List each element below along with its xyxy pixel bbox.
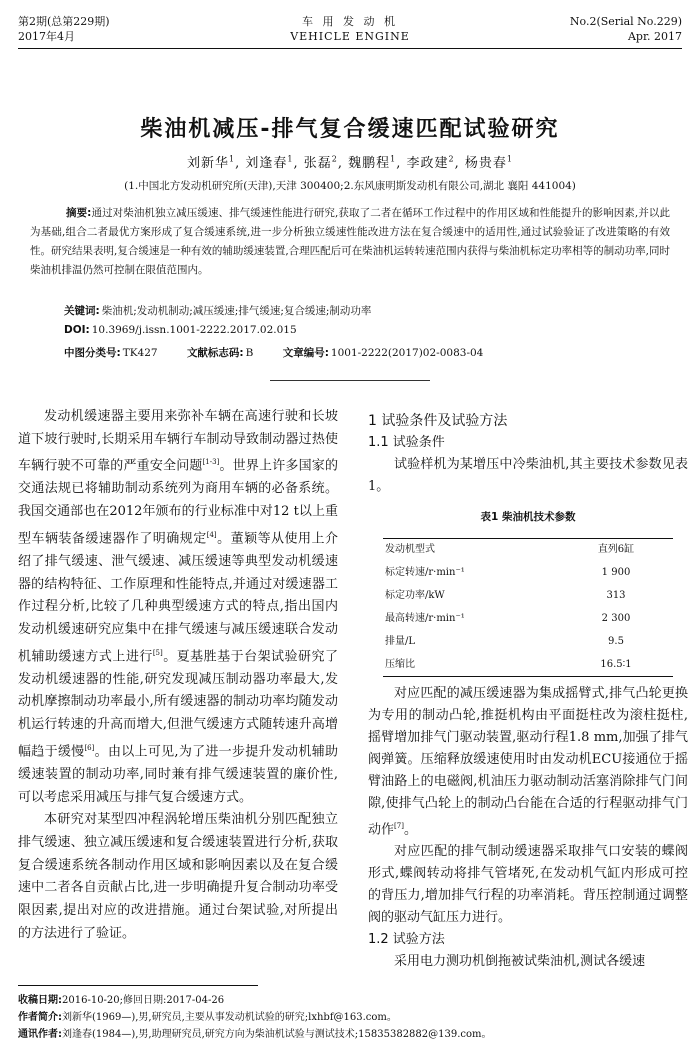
doi-line — [64, 324, 297, 336]
author: 魏鹏程$^1$ — [348, 154, 397, 171]
abstract-divider — [270, 380, 430, 381]
section-paragraph: 对应匹配的减压缓速器为集成摇臂式,排气凸轮更换为专用的制动凸轮,推挺机构由平面挺柱改为滚柱挺柱,摇臂增加排气门驱动装置,驱动行程1.8 mm,加强了排气阀弹簧。压缩释放缓速使用时由发动机ECU接通位于摇臂油路上的电磁阀,机油压力驱动制动活塞消除排气门间隙,使排气凸轮上的制动凸台能在合适的行程驱动排气门动作[7]。 — [368, 686, 688, 838]
author: 杨贵春$^1$ — [464, 154, 513, 171]
article-no-label: 文章编号: — [282, 347, 329, 359]
table-cell-param: 排量/L — [385, 636, 416, 647]
footnote-author: 作者简介:刘新华(1969—),男,研究员,主要从事发动机试验的研究;lxhbf@163.com。 — [18, 1012, 397, 1023]
table-cell-value: 直列6缸 — [559, 539, 673, 562]
citation: [7] — [394, 822, 404, 830]
table-row — [383, 631, 673, 654]
header-rule — [18, 48, 682, 49]
author: 李政建$^2$ — [406, 154, 455, 171]
section-heading-1: 1 试验条件及试验方法 — [368, 413, 508, 429]
keywords-label: 关键词: — [64, 305, 100, 317]
author-list: 刘新华$^1$, 刘逢春$^1$, 张磊$^2$, 魏鹏程$^1$, 李政建$^2$, 杨贵春$^1$ — [187, 154, 513, 171]
doc-code-label: 文献标志码: — [186, 347, 244, 359]
table-cell-param: 最高转速/r·min⁻¹ — [385, 613, 465, 624]
section-heading-1-2: 1.2 试验方法 — [368, 932, 445, 948]
footnote-contact: 通讯作者:刘逢春(1984—),男,助理研究员,研究方向为柴油机试验与测试技术;15835382882@139.com。 — [18, 1029, 492, 1040]
table-cell-param: 发动机型式 — [383, 539, 559, 562]
section-paragraph: 采用电力测功机倒拖被试柴油机,测试各缓速 — [394, 954, 646, 970]
author: 张磊$^2$ — [303, 154, 338, 171]
paper-title: 柴油机减压-排气复合缓速匹配试验研究 — [140, 117, 560, 142]
doi-label: DOI: — [64, 324, 90, 336]
abstract-label: 摘要: — [66, 207, 92, 219]
issue-number-en: No.2(Serial No.229) — [569, 15, 682, 28]
citation: [4] — [206, 530, 217, 539]
table-caption: 表1 柴油机技术参数 — [480, 511, 576, 523]
table-cell-value: 16.5∶1 — [559, 654, 673, 677]
abstract — [30, 204, 670, 280]
spec-table — [383, 538, 673, 677]
issue-date-en: Apr. 2017 — [627, 30, 682, 43]
doi: 10.3969/j.issn.1001-2222.2017.02.015 — [91, 324, 297, 336]
left-column — [18, 406, 338, 945]
doc-code: B — [245, 347, 254, 359]
journal-name-cn: 车 用 发 动 机 — [302, 15, 398, 28]
issue-number: 第2期(总第229期) — [18, 15, 110, 28]
abstract-text: 通过对柴油机独立减压缓速、排气缓速性能进行研究,获取了二者在循环工作过程中的作用区域和性能提升的影响因素,并以此为基础,组合二者最优方案形成了复合缓速系统,进一步分析独立缓速性能改进方法在复合缓速中的适用性,通过试验验证了改进策略的有效性。研究结果表明,复合缓速是一种有效的辅助缓速装置,合理匹配后可在柴油机运转转速范围内获得与柴油机标定功率相等的制动功率,同时柴油机排温仍然可控制在限值范围内。 — [30, 207, 671, 276]
author: 刘逢春$^1$ — [245, 154, 294, 171]
right-column — [368, 410, 688, 973]
table-cell-value: 2 300 — [601, 613, 631, 624]
footnotes — [18, 992, 688, 1043]
table-row — [383, 608, 673, 631]
table-row — [383, 562, 673, 585]
header-right — [570, 14, 682, 44]
clc-label: 中图分类号: — [64, 347, 121, 359]
table-row — [383, 654, 673, 677]
intro-paragraph-1: 发动机缓速器主要用来弥补车辆在高速行驶和长坡道下坡行驶时,长期采用车辆行车制动导致制动器过热使车辆行驶不可靠的严重安全问题[1-3]。世界上许多国家的交通法规已将辅助制动系统列为商用车辆的必备系统。我国交通部也在2012年颁布的行业标准中对12 t以上重型车辆装备缓速器作了明确规定[4]。董颖等从使用上介绍了排气缓速、泄气缓速、减压缓速等典型发动机缓速器的结构特征、工作原理和性能特点,并通过对缓速器工作过程分析,比较了几种典型缓速方式的特点,指出国内发动机缓速研究应集中在排气缓速与减压缓速联合发动机辅助缓速方式上进行[5]。夏基胜基于台架试验研究了发动机缓速器的性能,研究发现减压制动器功率最大,发动机摩擦制动功率最小,所有缓速器的制动功率均随发动机运行转速的升高而增大,但泄气缓速方式随转速升高增幅趋于缓慢[6]。由以上可见,为了进一步提升发动机辅助缓速装置的制动功率,同时兼有排气缓速装置的廉价性,可以考虑采用减压与排气复合缓速方式。 — [18, 409, 338, 805]
clc: TK427 — [122, 347, 158, 359]
section-paragraph: 试验样机为某增压中冷柴油机,其主要技术参数见表1。 — [368, 457, 688, 494]
citation: [5] — [152, 648, 163, 657]
keywords: 柴油机;发动机制动;减压缓速;排气缓速;复合缓速;制动功率 — [101, 305, 372, 317]
running-header — [18, 14, 682, 48]
intro-paragraph-2: 本研究对某型四冲程涡轮增压柴油机分别匹配独立排气缓速、独立减压缓速和复合缓速装置进行分析,获取复合缓速系统各制动作用区域和影响因素以及在复合缓速中二者各自贡献占比,进一步明确提升复合制动功率受限因素,提出对应的改进措施。通过台架试验,对所提出的方法进行了验证。 — [18, 812, 338, 941]
affiliation: (1.中国北方发动机研究所(天津),天津 300400;2.东风康明斯发动机有限公司,湖北 襄阳 441004) — [124, 180, 576, 192]
keywords-line — [64, 303, 371, 318]
table-cell-value: 1 900 — [601, 567, 631, 578]
section-paragraph: 对应匹配的排气制动缓速器采取排气口安装的蝶阀形式,蝶阀转动将排气管堵死,在发动机气缸内形成可控的背压力,增加排气行程的功率消耗。背压控制通过调整阀的驱动气缸压力进行。 — [368, 844, 688, 926]
footnote-rule — [18, 985, 258, 986]
table-cell-value: 313 — [606, 590, 626, 601]
article-no: 1001-2222(2017)02-0083-04 — [330, 347, 484, 359]
table-row — [383, 539, 673, 562]
footnote-received: 收稿日期:2016-10-20;修回日期:2017-04-26 — [18, 995, 225, 1006]
section-heading-1-1: 1.1 试验条件 — [368, 435, 445, 450]
author: 刘新华$^1$ — [187, 154, 236, 171]
issue-date: 2017年4月 — [18, 30, 75, 43]
table-row — [383, 585, 673, 608]
table-cell-param: 压缩比 — [383, 654, 559, 677]
table-cell-param: 标定功率/kW — [385, 590, 445, 601]
journal-name-en: VEHICLE ENGINE — [290, 30, 410, 43]
table-cell-value: 9.5 — [608, 636, 624, 647]
citation: [6] — [84, 743, 95, 752]
table-cell-param: 标定转速/r·min⁻¹ — [385, 567, 465, 578]
citation: [1-3] — [202, 458, 220, 467]
classification-line — [64, 345, 483, 360]
